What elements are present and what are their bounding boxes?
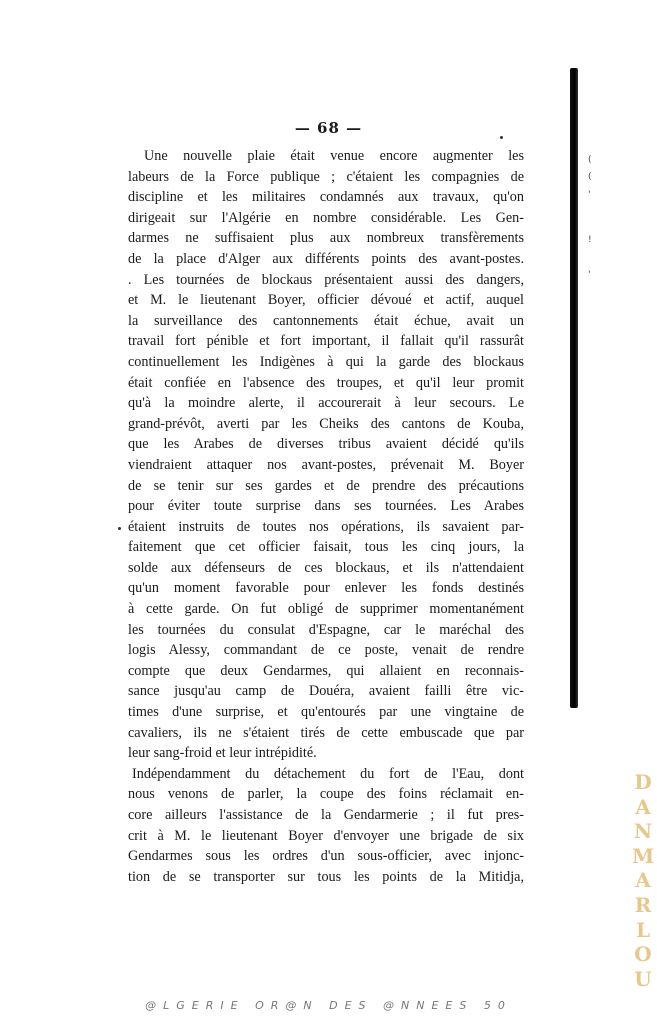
edge-mark: ! (588, 235, 592, 245)
text-line: de se tenir sur ses gardes et de prendre des précautions (128, 477, 524, 494)
text-line: que les Arabes de diverses tribus avaient décidé qu'ils (128, 436, 524, 453)
text-line: la surveillance des cantonnements était échue, avait un (128, 312, 524, 329)
edge-mark: ( (588, 155, 592, 165)
text-line: était confiée en l'absence des troupes, et qu'il leur promit (128, 374, 524, 391)
text-line: grand-prévôt, averti par les Cheiks des cantons de Kouba, (128, 415, 524, 432)
text-line: les tournées du consulat d'Espagne, car le maréchal des (128, 621, 524, 638)
text-line: tion de se transporter sur tous les points de la Mitidja, (128, 868, 524, 885)
text-line: étaient instruits de toutes nos opérations, ils savaient par- (128, 518, 524, 535)
edge-mark: ' (588, 270, 591, 280)
text-line: qu'à la moindre alerte, il accourerait à leur secours. Le (128, 395, 524, 412)
text-line: qu'un moment favorable pour enlever les fonds destinés (128, 580, 524, 597)
edge-mark: ( (588, 172, 592, 182)
text-line: dirigeait sur l'Algérie en nombre considérable. Les Gen- (128, 209, 524, 226)
text-line: sance jusqu'au camp de Douéra, avaient failli être vic- (128, 683, 524, 700)
text-line: à cette garde. On fut obligé de supprimer momentanément (128, 601, 524, 618)
speck (118, 527, 121, 530)
text-line: pour éviter toute surprise dans ses tournées. Les Arabes (128, 498, 524, 515)
text-line: . Les tournées de blockaus présentaient aussi des dangers, (128, 271, 524, 288)
edge-mark: ' (588, 190, 591, 200)
scan-edge-bar (570, 68, 578, 708)
text-line: nous venons de parler, la coupe des foins réclamait en- (128, 786, 524, 803)
text-line: de la place d'Alger aux différents points des avant-postes. (128, 250, 524, 267)
text-line: darmes ne suffisaient plus aux nombreux transfèrements (128, 230, 524, 247)
text-line: core ailleurs l'assistance de la Gendarmerie ; il fut pres- (128, 807, 524, 823)
body-text (128, 146, 524, 887)
text-line: Une nouvelle plaie était venue encore augmenter les (144, 148, 524, 164)
watermark-text: DANMARLOU (632, 770, 655, 991)
text-line: cavaliers, ils ne s'étaient tirés de cette embuscade que par (128, 724, 524, 741)
text-line: faitement que cet officier faisait, tous les cinq jours, la (128, 539, 524, 556)
watermark (632, 770, 654, 991)
text-line: travail fort pénible et fort important, il fallait qu'il rassurât (128, 333, 524, 350)
text-line: leur sang-froid et leur intrépidité. (128, 745, 317, 762)
text-line: labeurs de la Force publique ; c'étaient les compagnies de (128, 168, 524, 185)
text-line: Gendarmes sous les ordres d'un sous-officier, avec injonc- (128, 848, 524, 865)
text-line: Indépendamment du détachement du fort de l'Eau, dont (132, 765, 524, 782)
footer-caption: @LGERIE OR@N DES @NNEES 50 (145, 999, 512, 1012)
text-line: logis Alessy, commandant de ce poste, venait de rendre (128, 642, 524, 659)
text-line: compte que deux Gendarmes, qui allaient en reconnais- (128, 662, 524, 679)
text-line: viendraient attaquer nos avant-postes, prévenait M. Boyer (128, 456, 524, 473)
text-line: discipline et les militaires condamnés aux travaux, qu'on (128, 189, 524, 206)
speck (500, 136, 503, 139)
page-number: — 68 — (294, 119, 363, 137)
text-line: et M. le lieutenant Boyer, officier dévoué et actif, auquel (128, 292, 524, 309)
text-line: crit à M. le lieutenant Boyer d'envoyer une brigade de six (128, 827, 524, 844)
text-line: continuellement les Indigènes à qui la garde des blockaus (128, 353, 524, 370)
text-line: solde aux défenseurs de ces blockaus, et ils n'attendaient (128, 559, 524, 576)
text-line: times d'une surprise, et qu'entourés par une vingtaine de (128, 704, 524, 721)
